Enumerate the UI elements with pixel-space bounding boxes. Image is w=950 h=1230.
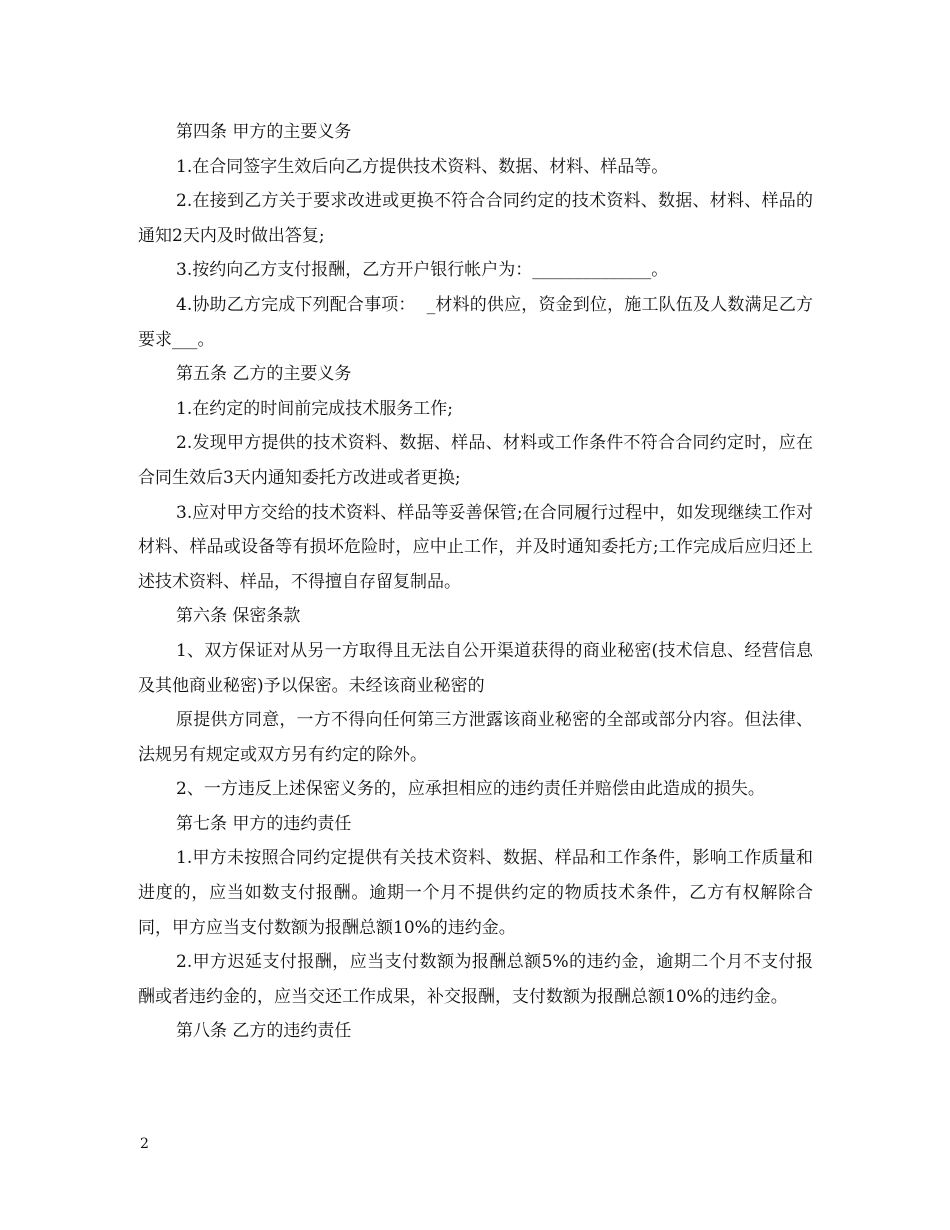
paragraph: 2.在接到乙方关于要求改进或更换不符合合同约定的技术资料、数据、材料、样品的通知2天内及时做出答复;	[138, 191, 813, 246]
page-number: 2	[140, 1136, 149, 1152]
article-5-heading: 第五条 乙方的主要义务	[176, 364, 352, 385]
article-6-heading: 第六条 保密条款	[176, 606, 301, 627]
paragraph: 4.协助乙方完成下列配合事项： _材料的供应，资金到位，施工队伍及人数满足乙方要求___。	[138, 294, 813, 350]
paragraph: 原提供方同意，一方不得向任何第三方泄露该商业秘密的全部或部分内容。但法律、法规另有规定或双方另有约定的除外。	[138, 710, 813, 765]
article-8-heading: 第八条 乙方的违约责任	[176, 1021, 352, 1042]
paragraph: 2.甲方迟延支付报酬，应当支付数额为报酬总额5%的违约金，逾期二个月不支付报酬或者违约金的，应当交还工作成果，补交报酬，支付数额为报酬总额10%的违约金。	[138, 952, 813, 1007]
paragraph: 1、双方保证对从另一方取得且无法自公开渠道获得的商业秘密(技术信息、经营信息及其他商业秘密)予以保密。未经该商业秘密的	[138, 640, 813, 696]
article-7-heading: 第七条 甲方的违约责任	[176, 813, 352, 834]
paragraph: 2.发现甲方提供的技术资料、数据、样品、材料或工作条件不符合合同约定时，应在合同生效后3天内通知委托方改进或者更换;	[138, 433, 813, 488]
paragraph: 1.甲方未按照合同约定提供有关技术资料、数据、样品和工作条件，影响工作质量和进度的，应当如数支付报酬。逾期一个月不提供约定的物质技术条件，乙方有权解除合同，甲方应当支付数额为报酬总额10%的违约金。	[138, 848, 813, 938]
paragraph: 3.应对甲方交给的技术资料、样品等妥善保管;在合同履行过程中，如发现继续工作对材料、样品或设备等有损坏危险时，应中止工作，并及时通知委托方;工作完成后应归还上述技术资料、样品，不得擅自存留复制品。	[138, 502, 813, 592]
paragraph: 1.在约定的时间前完成技术服务工作;	[176, 398, 453, 419]
paragraph: 1.在合同签字生效后向乙方提供技术资料、数据、材料、样品等。	[176, 156, 669, 177]
document-body	[138, 115, 813, 1049]
paragraph: 2、一方违反上述保密义务的，应承担相应的违约责任并赔偿由此造成的损失。	[176, 779, 765, 800]
article-4-heading: 第四条 甲方的主要义务	[176, 122, 352, 142]
paragraph: 3.按约向乙方支付报酬，乙方开户银行帐户为：______________。	[176, 260, 669, 281]
